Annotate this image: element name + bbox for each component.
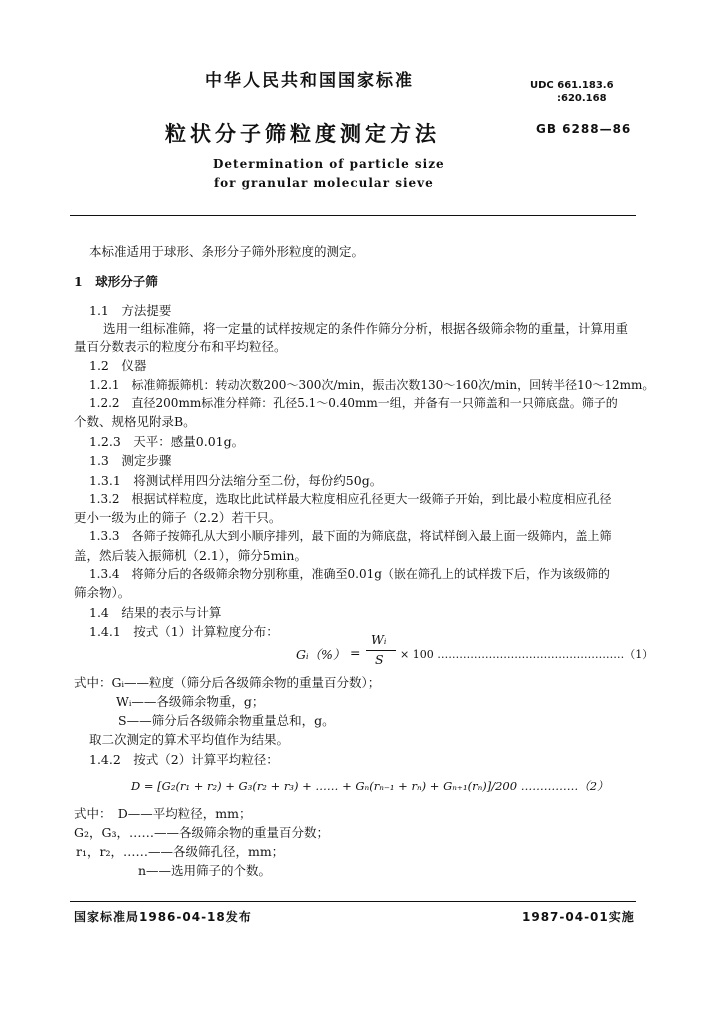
publish-date: 国家标准局1986-04-18发布 bbox=[74, 910, 252, 924]
equation-1-lhs: Gᵢ（%） bbox=[296, 647, 346, 662]
paragraph: 个数、规格见附录B。 bbox=[74, 414, 196, 429]
section-1-1-heading: 1.1 方法提要 bbox=[89, 303, 172, 318]
where-clause: 式中：Gᵢ——粒度（筛分后各级筛余物的重量百分数）； bbox=[74, 675, 381, 690]
paragraph: 1.3.2 根据试样粒度，选取比此试样最大粒度相应孔径更大一级筛子开始，到比最小粒度相应孔径 bbox=[89, 492, 612, 506]
paragraph: 1.2.3 天平：感量0.01g。 bbox=[89, 434, 245, 449]
header-divider bbox=[70, 215, 636, 216]
where-clause: 式中： D——平均粒径，mm； bbox=[74, 806, 252, 821]
section-1-2-heading: 1.2 仪器 bbox=[89, 358, 147, 373]
title-english-1: Determination of particle size bbox=[213, 157, 445, 171]
paragraph: 取二次测定的算术平均值作为结果。 bbox=[89, 732, 290, 747]
intro-text: 本标准适用于球形、条形分子筛外形粒度的测定。 bbox=[89, 244, 365, 259]
paragraph: 量百分数表示的粒度分布和平均粒径。 bbox=[74, 339, 287, 354]
udc-code-2: :620.168 bbox=[557, 93, 607, 104]
title-english-2: for granular molecular sieve bbox=[214, 176, 434, 190]
paragraph: 1.4.1 按式（1）计算粒度分布： bbox=[89, 624, 279, 639]
standard-body: 中华人民共和国国家标准 bbox=[205, 71, 414, 91]
effective-date: 1987-04-01实施 bbox=[522, 910, 635, 924]
where-clause: S——筛分后各级筛余物重量总和，g。 bbox=[118, 713, 335, 728]
fraction-bar bbox=[366, 650, 396, 651]
paragraph: 筛余物）。 bbox=[74, 585, 131, 600]
paragraph: 1.3.1 将测试样用四分法缩分至二份，每份约50g。 bbox=[89, 473, 383, 488]
equation-1-denominator: S bbox=[375, 652, 384, 667]
standard-number: GB 6288—86 bbox=[536, 122, 632, 136]
where-clause: G₂，G₃，……——各级筛余物的重量百分数； bbox=[74, 825, 329, 840]
document-title: 粒状分子筛粒度测定方法 bbox=[165, 122, 440, 146]
paragraph: 1.2.1 标准筛振筛机：转动次数200～300次/min，振击次数130～160次/min，回转半径10～12mm。 bbox=[89, 378, 655, 392]
equation-2: D = [G₂(r₁ + r₂) + G₃(r₂ + r₃) + …… + Gₙ(rₙ₋₁ + rₙ) + Gₙ₊₁(rₙ)]/200 ……………（2） bbox=[131, 779, 609, 793]
section-1-heading: 1 球形分子筛 bbox=[74, 274, 158, 289]
section-1-3-heading: 1.3 测定步骤 bbox=[89, 453, 172, 468]
where-clause: r₁，r₂，……——各级筛孔径，mm； bbox=[76, 844, 285, 859]
equation-1-numerator: Wᵢ bbox=[371, 632, 387, 647]
paragraph: 盖，然后装入振筛机（2.1），筛分5min。 bbox=[74, 548, 307, 563]
equation-1-tail: × 100 ……………………………………………（1） bbox=[400, 648, 654, 661]
udc-code: UDC 661.183.6 bbox=[530, 80, 614, 91]
paragraph: 选用一组标准筛，将一定量的试样按规定的条件作筛分分析，根据各级筛余物的重量，计算用重 bbox=[103, 321, 629, 336]
paragraph: 更小一级为止的筛子（2.2）若干只。 bbox=[74, 510, 282, 525]
paragraph: 1.4.2 按式（2）计算平均粒径： bbox=[89, 752, 279, 767]
paragraph: 1.3.3 各筛子按筛孔从大到小顺序排列，最下面的为筛底盘，将试样倒入最上面一级筛内，盖上筛 bbox=[89, 529, 612, 543]
where-clause: Wᵢ——各级筛余物重，g； bbox=[116, 694, 265, 709]
equation-1-equals: = bbox=[350, 645, 361, 660]
section-1-4-heading: 1.4 结果的表示与计算 bbox=[89, 605, 222, 620]
footer-divider bbox=[70, 901, 636, 902]
paragraph: 1.2.2 直径200mm标准分样筛：孔径5.1～0.40mm一组，并备有一只筛盖和一只筛底盘。筛子的 bbox=[89, 396, 618, 410]
paragraph: 1.3.4 将筛分后的各级筛余物分别称重，准确至0.01g（嵌在筛孔上的试样拨下后，作为该级筛的 bbox=[89, 567, 610, 581]
where-clause: n——选用筛子的个数。 bbox=[138, 863, 272, 878]
equation-1-fraction bbox=[366, 632, 396, 668]
